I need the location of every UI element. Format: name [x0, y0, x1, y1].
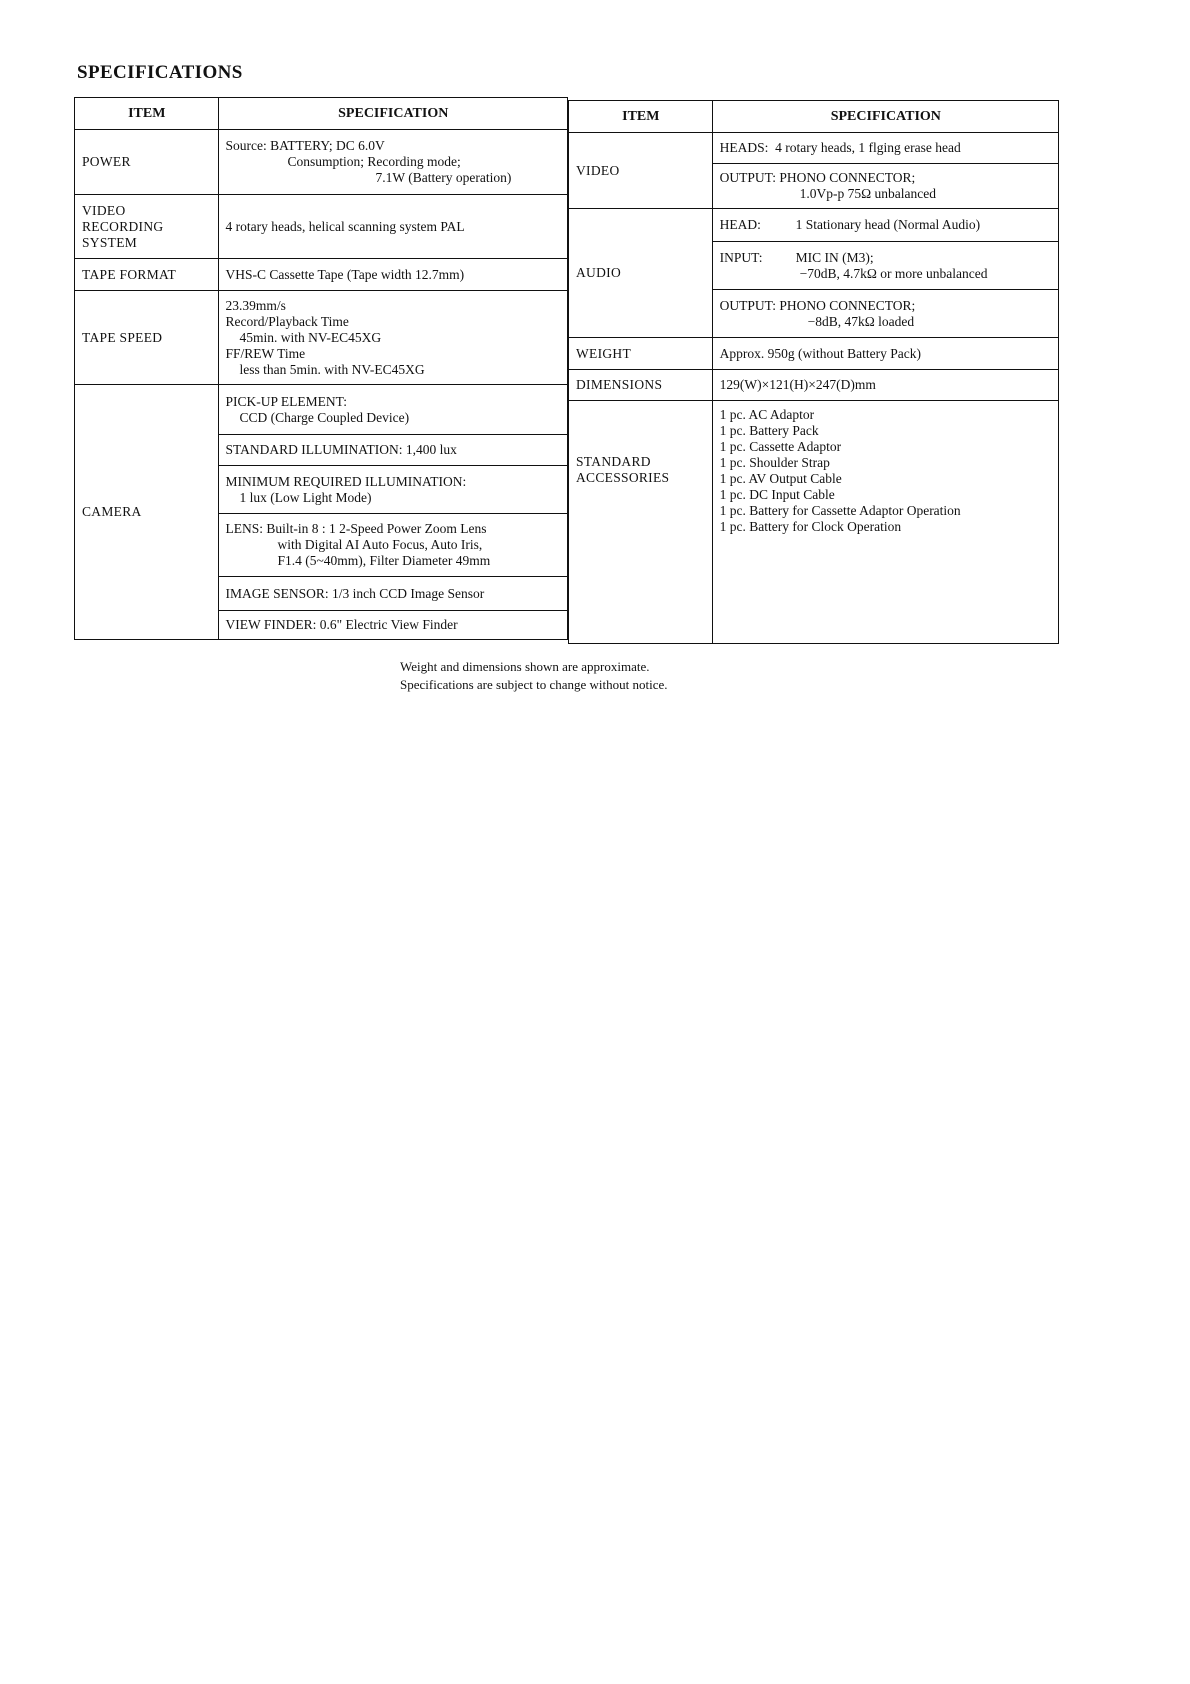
item-tape-speed: TAPE SPEED — [75, 291, 219, 385]
spec-weight: Approx. 950g (without Battery Pack) — [712, 338, 1058, 370]
spec-line: MINIMUM REQUIRED ILLUMINATION: — [225, 473, 467, 489]
item-line: STANDARD — [576, 454, 651, 469]
spec-audio-output — [712, 290, 1058, 338]
spec-value: −70dB, 4.7kΩ or more unbalanced — [799, 265, 988, 281]
spec-dimensions: 129(W)×121(H)×247(D)mm — [712, 370, 1058, 401]
spec-label: HEAD: — [719, 217, 761, 232]
spec-view-finder: VIEW FINDER: 0.6" Electric View Finder — [218, 611, 568, 640]
item-standard-accessories — [569, 401, 713, 644]
accessory-item: 1 pc. Battery Pack — [719, 423, 819, 438]
item-tape-format: TAPE FORMAT — [75, 259, 219, 291]
item-camera: CAMERA — [75, 385, 219, 640]
spec-standard-accessories — [712, 401, 1058, 644]
spec-value: 1.0Vp-p 75Ω unbalanced — [799, 186, 936, 201]
accessory-item: 1 pc. Battery for Cassette Adaptor Operation — [719, 503, 961, 518]
footnote — [400, 658, 668, 694]
spec-lens — [218, 514, 568, 577]
spec-value: 1 Stationary head (Normal Audio) — [795, 217, 981, 232]
spec-audio-head — [712, 209, 1058, 242]
spec-line: 23.39mm/s — [225, 297, 286, 313]
header-item: ITEM — [569, 101, 713, 133]
spec-value: −8dB, 47kΩ loaded — [807, 313, 915, 329]
item-line: SYSTEM — [82, 234, 138, 250]
item-audio: AUDIO — [569, 209, 713, 338]
spec-label: INPUT: — [719, 249, 763, 265]
item-line: VIDEO — [82, 202, 126, 218]
spec-line: F1.4 (5~40mm), Filter Diameter 49mm — [277, 553, 491, 568]
item-line: ACCESSORIES — [576, 470, 670, 485]
spec-line: Record/Playback Time — [225, 313, 349, 329]
accessory-item: 1 pc. Battery for Clock Operation — [719, 519, 902, 534]
accessory-item: 1 pc. Cassette Adaptor — [719, 439, 842, 454]
item-dimensions: DIMENSIONS — [569, 370, 713, 401]
spec-label: OUTPUT: — [719, 170, 776, 185]
accessory-item: 1 pc. AC Adaptor — [719, 407, 815, 422]
header-specification: SPECIFICATION — [218, 98, 568, 130]
item-video: VIDEO — [569, 133, 713, 209]
spec-value: MIC IN (M3); — [795, 249, 874, 265]
accessory-item: 1 pc. AV Output Cable — [719, 471, 842, 486]
item-weight: WEIGHT — [569, 338, 713, 370]
page-title: SPECIFICATIONS — [77, 62, 243, 83]
header-item: ITEM — [75, 98, 219, 130]
spec-line: 45min. with NV-EC45XG — [239, 329, 382, 345]
spec-video-output — [712, 164, 1058, 209]
spec-line: 7.1W (Battery operation) — [375, 170, 512, 185]
spec-line: Source: BATTERY; DC 6.0V — [225, 138, 385, 153]
spec-image-sensor: IMAGE SENSOR: 1/3 inch CCD Image Sensor — [218, 577, 568, 611]
spec-line: 1 lux (Low Light Mode) — [239, 489, 372, 505]
header-specification: SPECIFICATION — [712, 101, 1058, 133]
spec-tape-speed — [218, 291, 568, 385]
spec-standard-illumination: STANDARD ILLUMINATION: 1,400 lux — [218, 435, 568, 466]
spec-line: less than 5min. with NV-EC45XG — [239, 361, 425, 377]
spec-min-illumination — [218, 466, 568, 514]
item-video-recording — [75, 195, 219, 259]
accessory-item: 1 pc. DC Input Cable — [719, 487, 835, 502]
item-power: POWER — [75, 130, 219, 195]
accessory-item: 1 pc. Shoulder Strap — [719, 455, 830, 470]
spec-value: 4 rotary heads, 1 flging erase head — [775, 140, 961, 155]
spec-value: PHONO CONNECTOR; — [779, 170, 916, 185]
spec-value: PHONO CONNECTOR; — [779, 297, 916, 313]
footnote-line: Specifications are subject to change without notice. — [400, 677, 668, 692]
spec-line: LENS: Built-in 8 : 1 2-Speed Power Zoom Lens — [225, 521, 487, 536]
item-line: RECORDING — [82, 218, 164, 234]
spec-label: OUTPUT: — [719, 297, 776, 313]
spec-power — [218, 130, 568, 195]
spec-video-recording: 4 rotary heads, helical scanning system PAL — [218, 195, 568, 259]
spec-audio-input — [712, 242, 1058, 290]
spec-line: PICK-UP ELEMENT: — [225, 393, 347, 409]
spec-video-heads — [712, 133, 1058, 164]
spec-tape-format: VHS-C Cassette Tape (Tape width 12.7mm) — [218, 259, 568, 291]
spec-line: with Digital AI Auto Focus, Auto Iris, — [277, 537, 483, 552]
spec-line: CCD (Charge Coupled Device) — [239, 409, 410, 425]
spec-label: HEADS: — [719, 140, 769, 155]
spec-table-right — [568, 100, 1059, 644]
spec-table-left — [74, 97, 568, 640]
spec-pickup-element — [218, 385, 568, 435]
spec-line: Consumption; Recording mode; — [287, 154, 461, 169]
spec-line: FF/REW Time — [225, 345, 306, 361]
footnote-line: Weight and dimensions shown are approximate. — [400, 659, 650, 674]
